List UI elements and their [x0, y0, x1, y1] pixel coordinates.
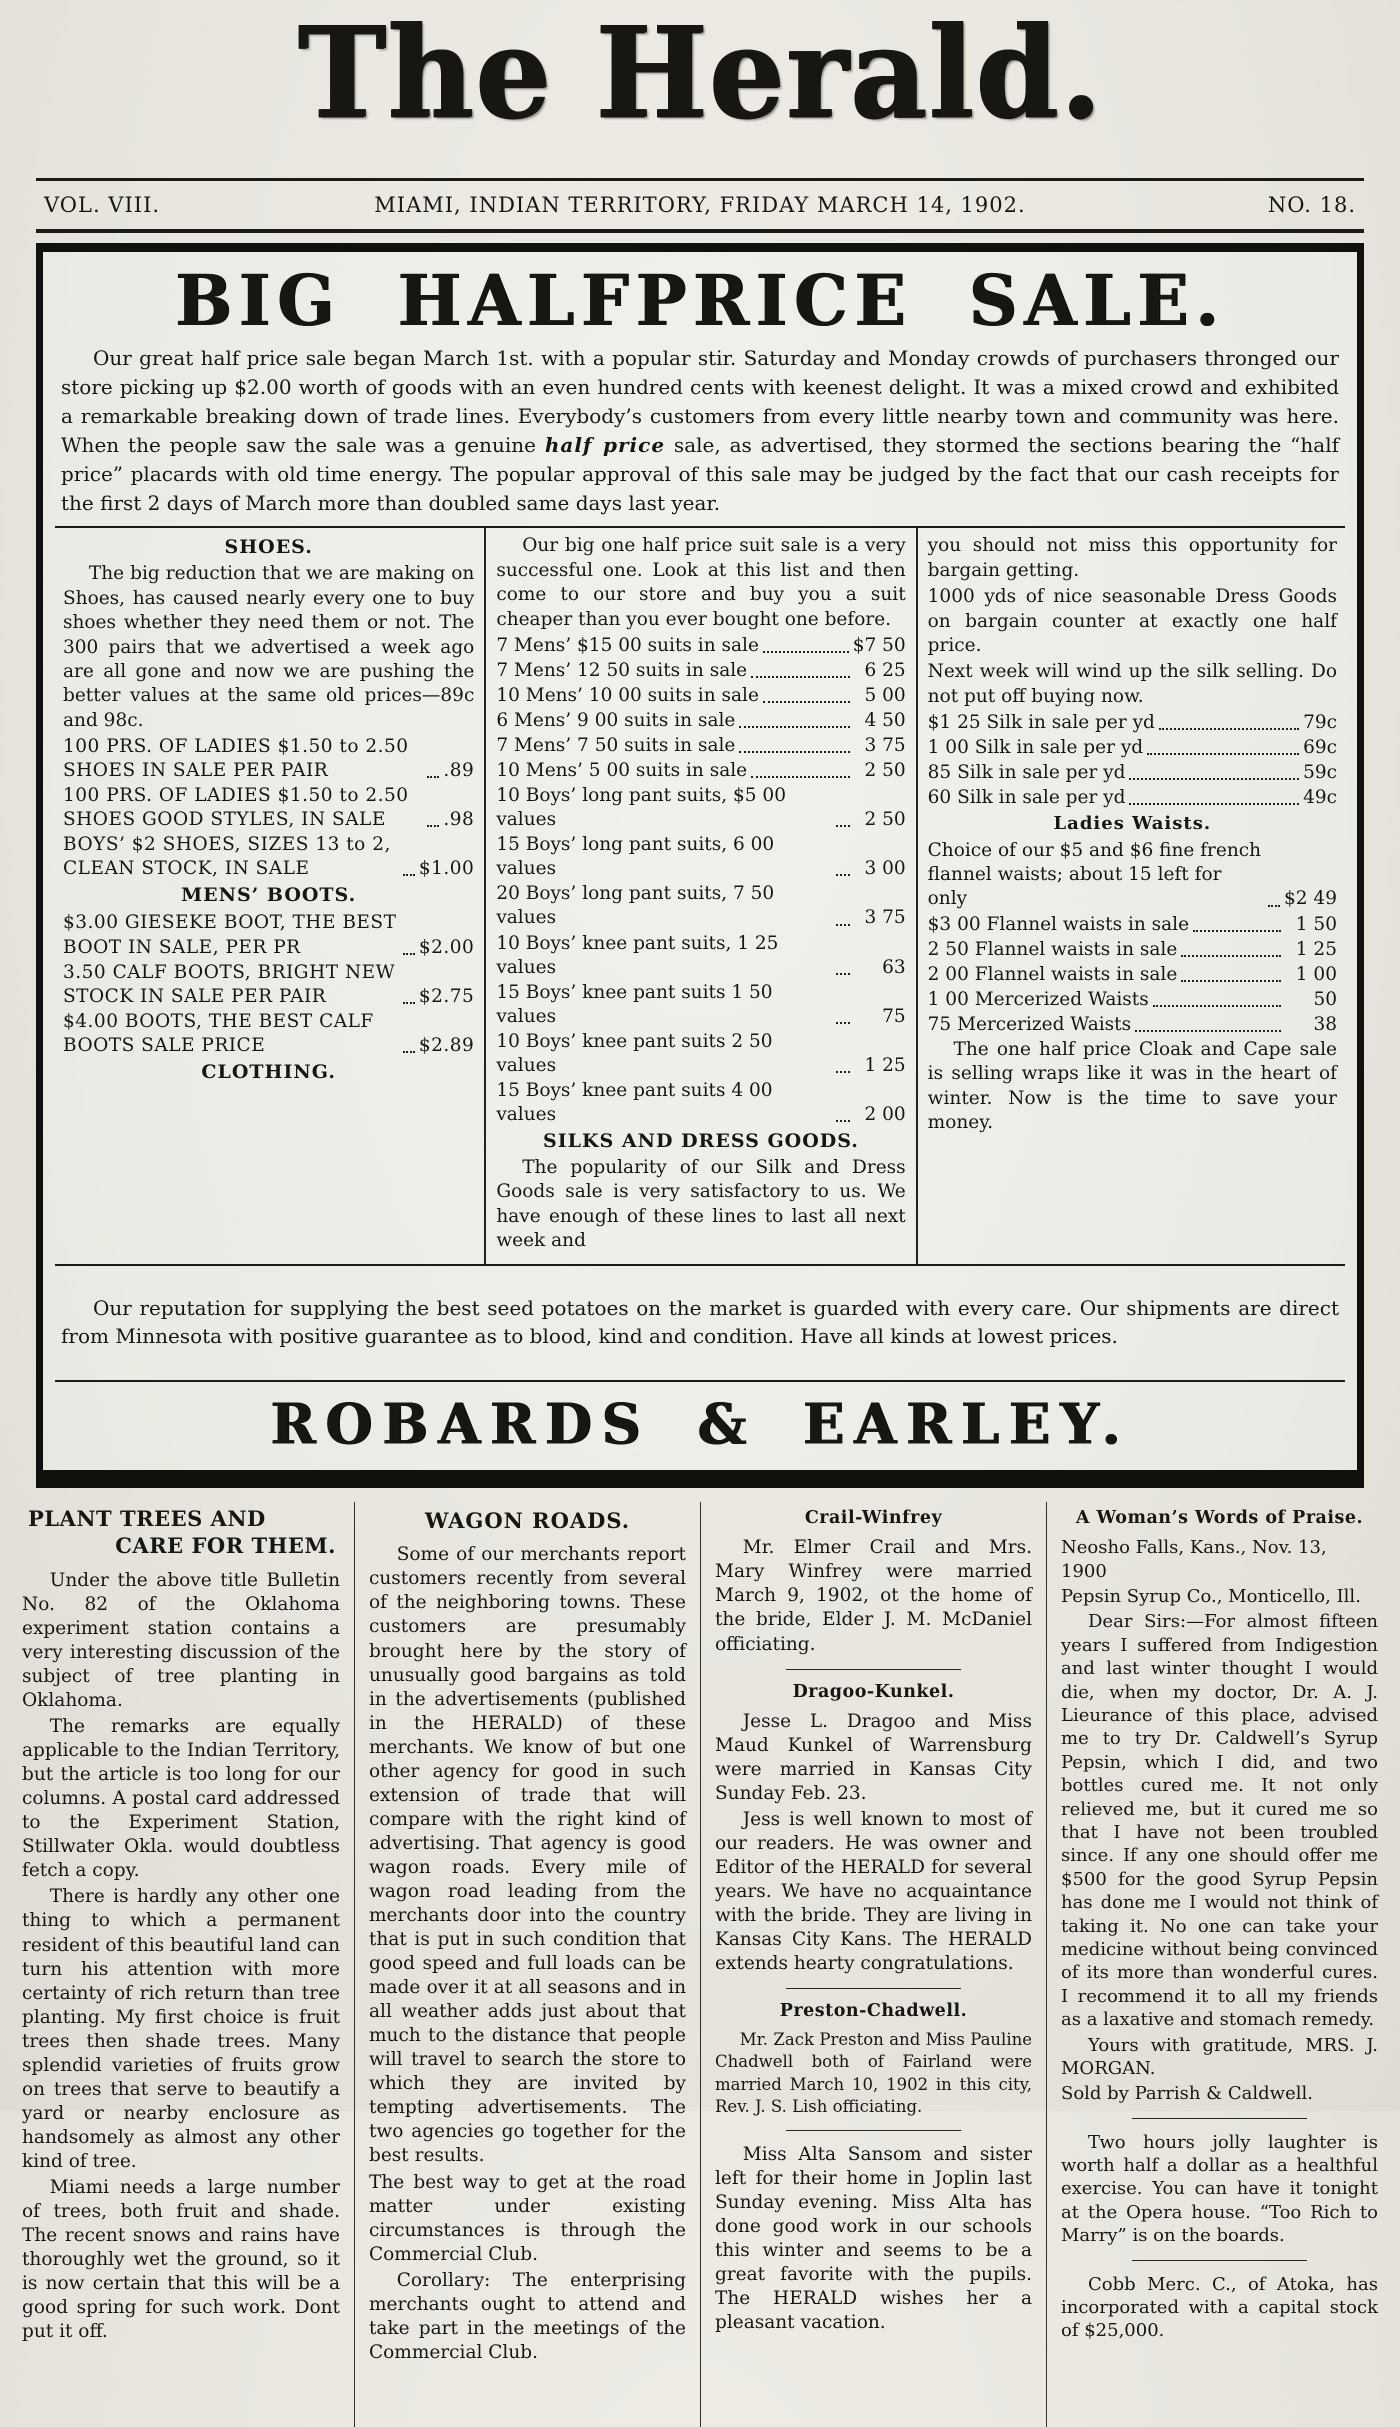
testimonial-addressee: Pepsin Syrup Co., Monticello, Ill. [1061, 1586, 1361, 1608]
crail-winfrey-heading: Crail-Winfrey [804, 1508, 943, 1529]
price-line: $3.00 GIESEKE BOOT, THE BEST BOOT IN SALE, PER PR $2.00 [63, 912, 475, 958]
newspaper-title: The Herald. [297, 0, 1103, 147]
testimonial-body: Dear Sirs:—For almost fifteen years I suffered from Indigestion and last winter thought I would die, when my doctor, Dr. A. J. Lieurance of this place, advised me to try Dr. Caldwell’s Syrup Pepsin, which I did, and two bottles cured me. It not only relieved me, but it cured me so that I have not been troubled since. If any one should offer me $500 for the good Syrup Pepsin has done me I would not think of taking it. No one can take your medicine without being convinced of its more than wonderful cures. I recommend it to all my friends as a laxative and stomach remedy. [1061, 1611, 1378, 2031]
price-line: 15 Boys’ knee pant suits 1 50 values 75 [496, 981, 906, 1027]
waists-lead-line [928, 839, 1337, 911]
waists-lead-label: Choice of our $5 and $6 fine french flannel waists; about 15 left for only [927, 840, 1262, 910]
column-testimonial [1046, 1502, 1392, 2427]
mens-boots-heading: MENS’ BOOTS. [181, 884, 357, 907]
price-line: 75 Mercerized Waists 38 [927, 1013, 1337, 1035]
silks-paragraph: The popularity of our Silk and Dress Goods sale is very satisfactory to us. We have enough of these lines to last all next week and [496, 1156, 906, 1252]
plant-trees-paragraph: The remarks are equally applicable to the Indian Territory, but the article is too long for our columns. A postal card addressed to the Experiment Station, Stillwater Okla. would doubtless fetch a copy. [22, 1716, 340, 1882]
price-line: 2 00 Flannel waists in sale 1 00 [927, 963, 1337, 985]
price-line: 6 Mens’ 9 00 suits in sale 4 50 [496, 710, 906, 732]
price-line: 7 Mens’ $15 00 suits in sale $7 50 [496, 634, 906, 656]
price-line: 10 Boys’ knee pant suits, 1 25 values 63 [496, 932, 906, 978]
price-line: 15 Boys’ long pant suits, 6 00 values 3 00 [496, 834, 906, 880]
praise-heading: A Woman’s Words of Praise. [1075, 1508, 1364, 1529]
ad-intro-emphasis: half price [544, 433, 666, 458]
section-divider [1132, 2260, 1306, 2261]
halfprice-sale-ad [36, 243, 1364, 1488]
advertiser-signature: ROBARDS & EARLEY. [270, 1390, 1130, 1458]
price-line: 100 PRS. OF LADIES $1.50 to 2.50 SHOES IN SALE PER PAIR .89 [63, 736, 475, 782]
section-divider [786, 2130, 960, 2131]
section-divider [786, 1669, 960, 1670]
price-line: $4.00 BOOTS, THE BEST CALF BOOTS SALE PRICE $2.89 [63, 1010, 475, 1056]
cloak-cape-note: The one half price Cloak and Cape sale is selling wraps like it was in the heart of winter. Now is the time to save your money. [927, 1038, 1337, 1133]
price-line: 60 Silk in sale per yd 49c [927, 787, 1337, 809]
dragoo-kunkel-paragraph: Jesse L. Dragoo and Miss Maud Kunkel of Warrensburg were married in Kansas City Sunday Feb. 23. [715, 1710, 1032, 1804]
price-line: 100 PRS. OF LADIES $1.50 to 2.50 SHOES GOOD STYLES, IN SALE .98 [63, 785, 475, 831]
column-wagon-roads [354, 1502, 700, 2427]
section-divider [1132, 2118, 1306, 2119]
testimonial-dateline: Neosho Falls, Kans., Nov. 13, 1900 [1061, 1537, 1327, 1582]
price-line: 15 Boys’ knee pant suits 4 00 values 2 00 [496, 1079, 906, 1125]
plant-trees-paragraph: Miami needs a large number of trees, both fruit and shade. The recent snows and rains have thoroughly wet the ground, so it is now certain that this will be a good spring for such work. Dont put it off. [22, 2176, 340, 2343]
price-line: 10 Mens’ 10 00 suits in sale 5 00 [496, 685, 906, 707]
price-line: $3 00 Flannel waists in sale 1 50 [927, 913, 1337, 935]
price-line: 7 Mens’ 7 50 suits in sale 3 75 [496, 735, 906, 757]
preston-chadwell-paragraph: Mr. Zack Preston and Miss Pauline Chadwell both of Fairland were married March 10, 1902 in this city, Rev. J. S. Lish officiating. [715, 2030, 1032, 2116]
wagon-roads-paragraph: The best way to get at the road matter under existing circumstances is through the Commercial Club. [369, 2171, 686, 2265]
price-line: 20 Boys’ long pant suits, 7 50 values 3 75 [496, 883, 906, 929]
plant-trees-heading: PLANT TREES AND CARE FOR THEM. [28, 1506, 336, 1558]
suits-price-list [496, 634, 905, 1127]
ad-section-rule-2 [55, 1264, 1345, 1266]
dateline-row [0, 181, 1400, 225]
suits-paragraph: Our big one half price suit sale is a very successful one. Look at this list and then come to our store and buy you a suit cheaper than you ever bought one before. [496, 535, 906, 630]
clothing-heading: CLOTHING. [201, 1060, 336, 1083]
silks-continuation: you should not miss this opportunity for bargain getting. [927, 535, 1337, 581]
silks-heading: SILKS AND DRESS GOODS. [543, 1129, 859, 1152]
price-line: 10 Mens’ 5 00 suits in sale 2 50 [496, 760, 906, 782]
column-weddings [700, 1502, 1046, 2427]
plant-trees-paragraph: Under the above title Bulletin No. 82 of the Oklahoma experiment station contains a very interesting discussion of the subject of tree planting in Oklahoma. [22, 1569, 340, 1712]
price-line: 10 Boys’ long pant suits, $5 00 values 2 50 [496, 785, 906, 831]
silk-price-list [928, 711, 1337, 810]
wagon-roads-heading: WAGON ROADS. [424, 1508, 631, 1534]
price-line: BOYS’ $2 SHOES, SIZES 13 to 2, CLEAN STOCK, IN SALE $1.00 [63, 834, 475, 880]
section-divider [786, 1988, 960, 1989]
dateline-rule [36, 229, 1364, 233]
price-line: 3.50 CALF BOOTS, BRIGHT NEW STOCK IN SALE PER PAIR $2.75 [63, 961, 475, 1007]
preston-chadwell-article [715, 2001, 1032, 2118]
ad-column-shoes [53, 528, 484, 1263]
ad-column-suits [484, 528, 915, 1263]
volume-label: VOL. VIII. [44, 193, 161, 217]
price-line: 2 50 Flannel waists in sale 1 25 [927, 938, 1337, 960]
ladies-waists-heading: Ladies Waists. [1053, 813, 1212, 835]
price-line: $1 25 Silk in sale per yd 79c [927, 712, 1337, 734]
shoes-price-list [63, 735, 474, 881]
ad-intro-pre: Our great half price sale began March 1st. with a popular stir. Saturday and Monday crowds of purchasers thronged our store picking up $2.00 worth of goods with an even hundred cents with keenest delight. It was a mixed crowd and exhibited a remarkable breaking down of trade lines. Everybody’s customers from every little nearby town and community was here. When the people saw the sale was a genuine [61, 346, 1339, 458]
testimonial-signature: Yours with gratitude, MRS. J. MORGAN. [1061, 2034, 1378, 2079]
price-line: 1 00 Mercerized Waists 50 [927, 988, 1337, 1010]
ad-intro-post: sale, as advertised, they stormed the sections bearing the “half price” placards with old time energy. The popular approval of this sale may be judged by the fact that our cash receipts for the first 2 days of March more than doubled same days last year. [61, 433, 1339, 516]
waists-price-list [928, 913, 1337, 1037]
wagon-roads-paragraph: Some of our merchants report customers recently from several of the neighboring towns. These customers are presumably brought here by the story of unusually good bargains as told in the advertisements (published in the HERALD) of these merchants. We know of but one other agency for good in such extension of trade that will compare with the right kind of advertising. That agency is good wagon roads. Every mile of wagon road leading from the merchants door into the country that is put in such condition that good speed and full loads can be made over it at all seasons and in all weather adds just about that much to the distance that people will travel to search the store to which they are invited by tempting advertisements. The two agencies go together for the best results. [369, 1544, 686, 2167]
masthead [0, 0, 1400, 174]
dress-goods-note: 1000 yds of nice seasonable Dress Goods on bargain counter at exactly one half price. [927, 586, 1337, 656]
price-line: 10 Boys’ knee pant suits 2 50 values 1 25 [496, 1030, 906, 1076]
plant-trees-paragraph: There is hardly any other one thing to which a permanent resident of this beautiful land can turn his attention with more certainty of rich return than tree planting. My first choice is fruit trees then shade trees. Many splendid varieties of fruits grow on trees that serve to beautify a yard or nearby enclosure as handsomely as almost any other kind of tree. [22, 1886, 340, 2172]
crail-winfrey-paragraph: Mr. Elmer Crail and Mrs. Mary Winfrey were married March 9, 1902, ot the home of the bride, Elder J. M. McDaniel officiating. [715, 1537, 1032, 1655]
opera-house-note: Two hours jolly laughter is worth half a dollar as a healthful exercise. You can have it tonight at the Opera house. “Too Rich to Marry” is on the boards. [1061, 2131, 1378, 2247]
sold-by-line: Sold by Parrish & Caldwell. [1061, 2083, 1313, 2105]
shoes-heading: SHOES. [224, 536, 313, 559]
shoes-paragraph: The big reduction that we are making on Shoes, has caused nearly every one to buy shoes whether they need them or not. The 300 pairs that we advertised a week ago are all gone and now we are pushing the better values at the same old prices—89c and 98c. [63, 563, 475, 731]
price-line: 1 00 Silk in sale per yd 69c [927, 737, 1337, 759]
ad-headline: BIG HALFPRICE SALE. [174, 259, 1226, 342]
cobb-merc-note: Cobb Merc. C., of Atoka, has incorporated with a capital stock of $25,000. [1061, 2273, 1378, 2342]
silk-selling-note: Next week will wind up the silk selling. Do not put off buying now. [927, 661, 1337, 707]
dragoo-kunkel-paragraph: Jess is well known to most of our readers. He was owner and Editor of the HERALD for several years. We have no acquaintance with the bride. They are living in Kansas City Kans. The HERALD extends hearty congratulations. [715, 1808, 1032, 1975]
sansom-paragraph: Miss Alta Sansom and sister left for their home in Joplin last Sunday evening. Miss Alta has done good work in our schools this winter and seems to be a great favorite with the pupils. The HERALD wishes her a pleasant vacation. [715, 2144, 1032, 2334]
waists-lead-price: $2 49 [1284, 888, 1337, 910]
wagon-roads-paragraph: Corollary: The enterprising merchants ought to attend and take part in the meetings of the Commercial Club. [369, 2269, 686, 2363]
preston-chadwell-heading: Preston-Chadwell. [779, 2001, 968, 2022]
issue-number: NO. 18. [1267, 193, 1356, 217]
seed-potatoes-paragraph: Our reputation for supplying the best seed potatoes on the market is guarded with every care. Our shipments are direct from Minnesota with positive guarantee as to blood, kind and condition. Have all kinds at lowest prices. [61, 1295, 1339, 1348]
boots-price-list [63, 911, 474, 1057]
issue-dateline: MIAMI, INDIAN TERRITORY, FRIDAY MARCH 14, 1902. [374, 193, 1026, 217]
column-plant-trees [8, 1502, 354, 2427]
price-line: 85 Silk in sale per yd 59c [927, 762, 1337, 784]
news-columns [8, 1502, 1392, 2427]
price-line: 7 Mens’ 12 50 suits in sale 6 25 [496, 660, 906, 682]
ad-column-silks [916, 528, 1347, 1263]
dragoo-kunkel-heading: Dragoo-Kunkel. [792, 1681, 955, 1702]
ad-columns [53, 528, 1347, 1263]
ad-intro-paragraph [53, 342, 1347, 526]
